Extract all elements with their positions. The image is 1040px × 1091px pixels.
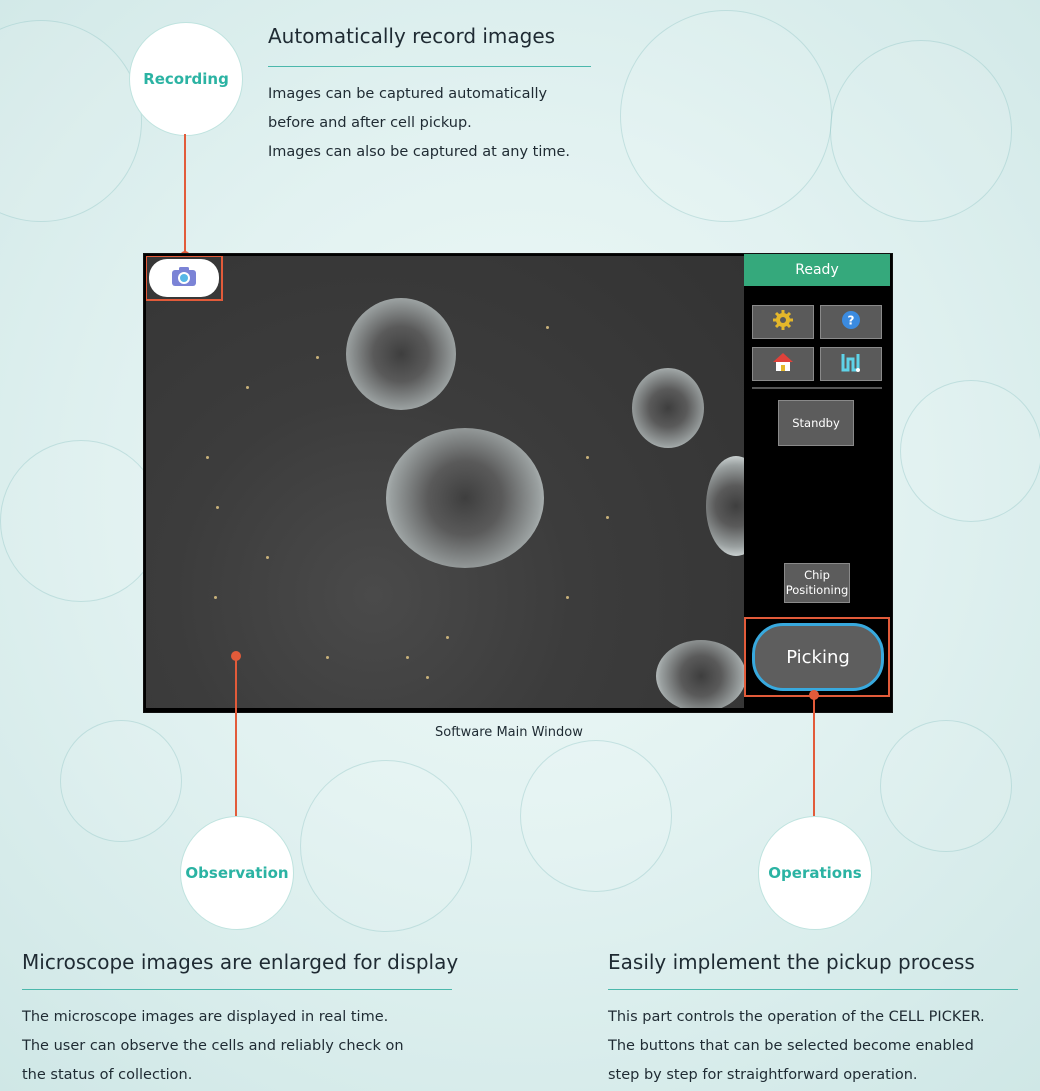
observation-label: Observation (185, 864, 289, 882)
cell-speck (266, 556, 269, 559)
recording-heading: Automatically record images (268, 24, 556, 48)
bubble-decoration (60, 720, 182, 842)
cell-colony (386, 428, 544, 568)
pipette-icon (840, 351, 862, 377)
panel-divider (752, 387, 882, 389)
cell-colony (656, 640, 744, 708)
window-caption: Software Main Window (435, 725, 583, 740)
cell-speck (406, 656, 409, 659)
control-panel (744, 254, 892, 712)
bubble-decoration (0, 20, 142, 222)
home-button[interactable] (752, 347, 814, 381)
observation-line: the status of collection. (22, 1067, 193, 1083)
cell-speck (326, 656, 329, 659)
operations-rule (608, 989, 1018, 990)
cell-speck (316, 356, 319, 359)
observation-description (22, 1003, 404, 1090)
cell-speck (586, 456, 589, 459)
status-badge: Ready (744, 254, 890, 286)
observation-callout (180, 816, 294, 930)
cell-speck (216, 506, 219, 509)
observation-connector (235, 656, 237, 816)
operations-line: This part controls the operation of the CELL PICKER. (608, 1009, 985, 1025)
recording-label: Recording (143, 70, 229, 88)
recording-callout (129, 22, 243, 136)
operations-label: Operations (768, 864, 862, 882)
cell-colony (706, 456, 744, 556)
cell-speck (426, 676, 429, 679)
recording-connector (184, 134, 186, 256)
record-button-highlight (146, 256, 223, 301)
recording-line: Images can be captured automatically (268, 86, 548, 102)
bubble-decoration (0, 440, 162, 602)
cell-speck (546, 326, 549, 329)
cell-speck (566, 596, 569, 599)
chip-positioning-button[interactable] (784, 563, 850, 603)
bubble-decoration (520, 740, 672, 892)
bubble-decoration (300, 760, 472, 932)
help-button[interactable] (820, 305, 882, 339)
cell-speck (446, 636, 449, 639)
help-icon (841, 310, 861, 334)
operations-line: The buttons that can be selected become enabled (608, 1038, 974, 1054)
cell-speck (206, 456, 209, 459)
cell-colony (632, 368, 704, 448)
software-main-window (143, 253, 893, 713)
operations-heading: Easily implement the pickup process (608, 950, 975, 974)
operations-connector (813, 695, 815, 816)
cell-colony (346, 298, 456, 410)
recording-rule (268, 66, 591, 67)
microscope-view[interactable] (146, 256, 744, 708)
cell-speck (214, 596, 217, 599)
chip-positioning-label-line: Chip (804, 568, 830, 582)
bubble-decoration (880, 720, 1012, 852)
cell-speck (606, 516, 609, 519)
settings-button[interactable] (752, 305, 814, 339)
observation-line: The user can observe the cells and reliably check on (22, 1038, 404, 1054)
observation-heading: Microscope images are enlarged for display (22, 950, 459, 974)
standby-button[interactable]: Standby (778, 400, 854, 446)
bubble-decoration (830, 40, 1012, 222)
pipette-button[interactable] (820, 347, 882, 381)
bubble-decoration (620, 10, 832, 222)
observation-line: The microscope images are displayed in real time. (22, 1009, 389, 1025)
observation-rule (22, 989, 452, 990)
chip-positioning-label-line: Positioning (785, 583, 849, 597)
home-icon (772, 352, 794, 376)
operations-description (608, 1003, 985, 1090)
recording-description (268, 80, 570, 167)
recording-line: Images can also be captured at any time. (268, 144, 571, 160)
svg-text:?: ? (847, 313, 855, 328)
picking-button[interactable]: Picking (752, 623, 884, 691)
operations-line: step by step for straightforward operation. (608, 1067, 918, 1083)
cell-speck (246, 386, 249, 389)
bubble-decoration (900, 380, 1040, 522)
operations-callout (758, 816, 872, 930)
gear-icon (773, 310, 793, 334)
recording-line: before and after cell pickup. (268, 115, 472, 131)
